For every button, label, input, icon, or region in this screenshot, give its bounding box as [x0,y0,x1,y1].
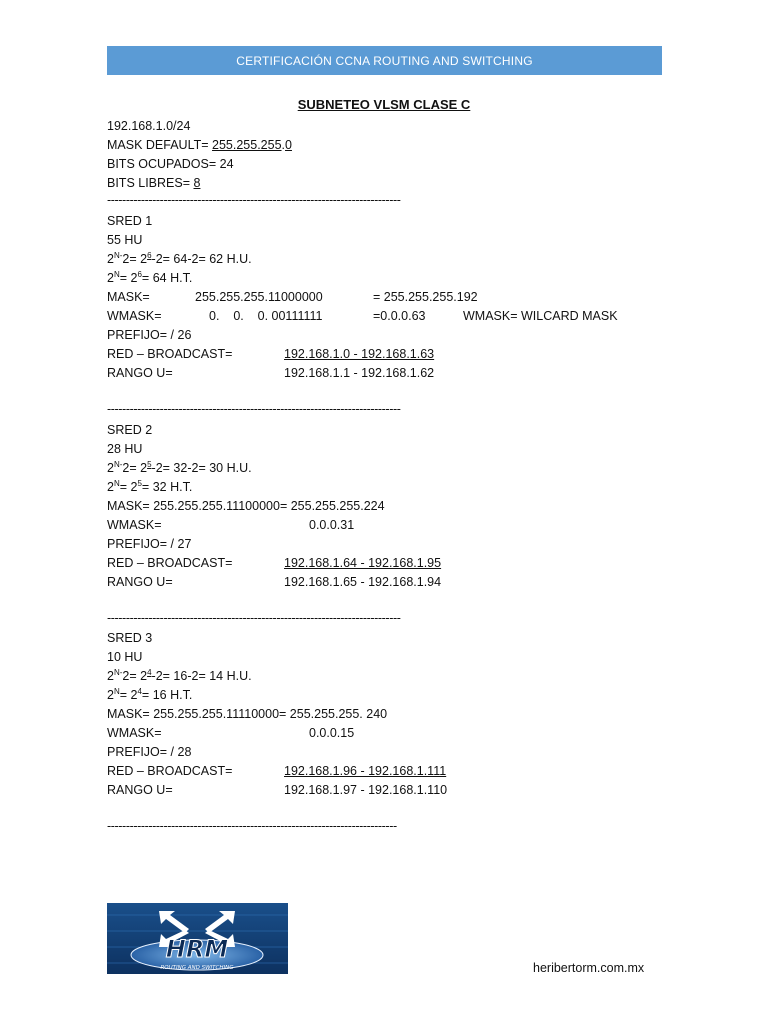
separator: ------------------------------------------------------------------------------ [107,611,401,625]
network-address: 192.168.1.0/24 [107,119,191,133]
red-broadcast-label: RED – BROADCAST= [107,764,233,778]
separator: ------------------------------------------------------------------------------ [107,193,401,207]
bits-ocupados: BITS OCUPADOS= 24 [107,157,234,171]
hrm-logo [107,903,288,974]
mask-label: MASK= [107,290,150,304]
wmask-label: WMASK= [107,309,162,323]
rango-label: RANGO U= [107,575,173,589]
rango-value: 192.168.1.65 - 192.168.1.94 [284,575,442,589]
mask-decimal: = 255.255.255.192 [373,290,478,304]
wmask-label: WMASK= [107,726,162,740]
red-broadcast-label: RED – BROADCAST= [107,556,233,570]
prefijo: PREFIJO= / 27 [107,537,192,551]
ht-formula: $2^N= 2^6= 64$ H.T. [107,270,193,285]
wmask-decimal: 0.0.0.15 [309,726,355,740]
subnet-name: SRED 3 [107,631,153,645]
separator: ----------------------------------------------------------------------------- [107,819,397,833]
rango-value: 192.168.1.97 - 192.168.1.110 [284,783,448,797]
subnet-hosts: 10 HU [107,650,143,664]
subnet-name: SRED 1 [107,214,153,228]
separator: ------------------------------------------------------------------------------ [107,402,401,416]
svg-text:HRM: HRM [165,935,229,963]
subnet-hosts: 55 HU [107,233,143,247]
wmask-decimal: =0.0.0.63 [373,309,426,323]
wmask-decimal: 0.0.0.31 [309,518,355,532]
wmask-note: WMASK= WILCARD MASK [463,309,618,323]
red-broadcast-value: 192.168.1.64 - 192.168.1.95 [284,556,442,570]
bits-libres: BITS LIBRES= 8 [107,176,201,190]
rango-value: 192.168.1.1 - 192.168.1.62 [284,366,435,380]
hu-formula: $2^{N-}2= 2^4-2= 16-2= 14$ H.U. [107,668,252,683]
subnet-name: SRED 2 [107,423,153,437]
ht-formula: $2^N= 2^4= 16$ H.T. [107,687,193,702]
document-title: SUBNETEO VLSM CLASE C [297,97,471,112]
mask-default: MASK DEFAULT= 255.255.255.0 [107,138,292,152]
mask-binary: 255.255.255.11000000 [195,290,323,304]
wmask-binary: 0. 0. 0. 00111111 [209,309,323,323]
footer-website: heribertorm.com.mx [533,961,645,975]
rango-label: RANGO U= [107,783,173,797]
svg-text:ROUTING AND SWITCHING: ROUTING AND SWITCHING [160,965,234,971]
ht-formula: $2^N= 2^5= 32$ H.T. [107,479,193,494]
subnet-hosts: 28 HU [107,442,143,456]
hu-formula: $2^{N-}2= 2^6-2= 64-2= 62$ H.U. [107,251,252,266]
mask-line: MASK= 255.255.255.11110000= 255.255.255. 240 [107,707,388,721]
arrows-cross-icon [107,903,288,974]
red-broadcast-value: 192.168.1.0 - 192.168.1.63 [284,347,435,361]
mask-line: MASK= 255.255.255.11100000= 255.255.255.224 [107,499,385,513]
red-broadcast-value: 192.168.1.96 - 192.168.1.111 [284,764,447,778]
header-banner: CERTIFICACIÓN CCNA ROUTING AND SWITCHING [107,46,662,75]
hu-formula: $2^{N-}2= 2^5-2= 32-2= 30$ H.U. [107,460,252,475]
red-broadcast-label: RED – BROADCAST= [107,347,233,361]
prefijo: PREFIJO= / 28 [107,745,192,759]
prefijo: PREFIJO= / 26 [107,328,192,342]
wmask-label: WMASK= [107,518,162,532]
rango-label: RANGO U= [107,366,173,380]
